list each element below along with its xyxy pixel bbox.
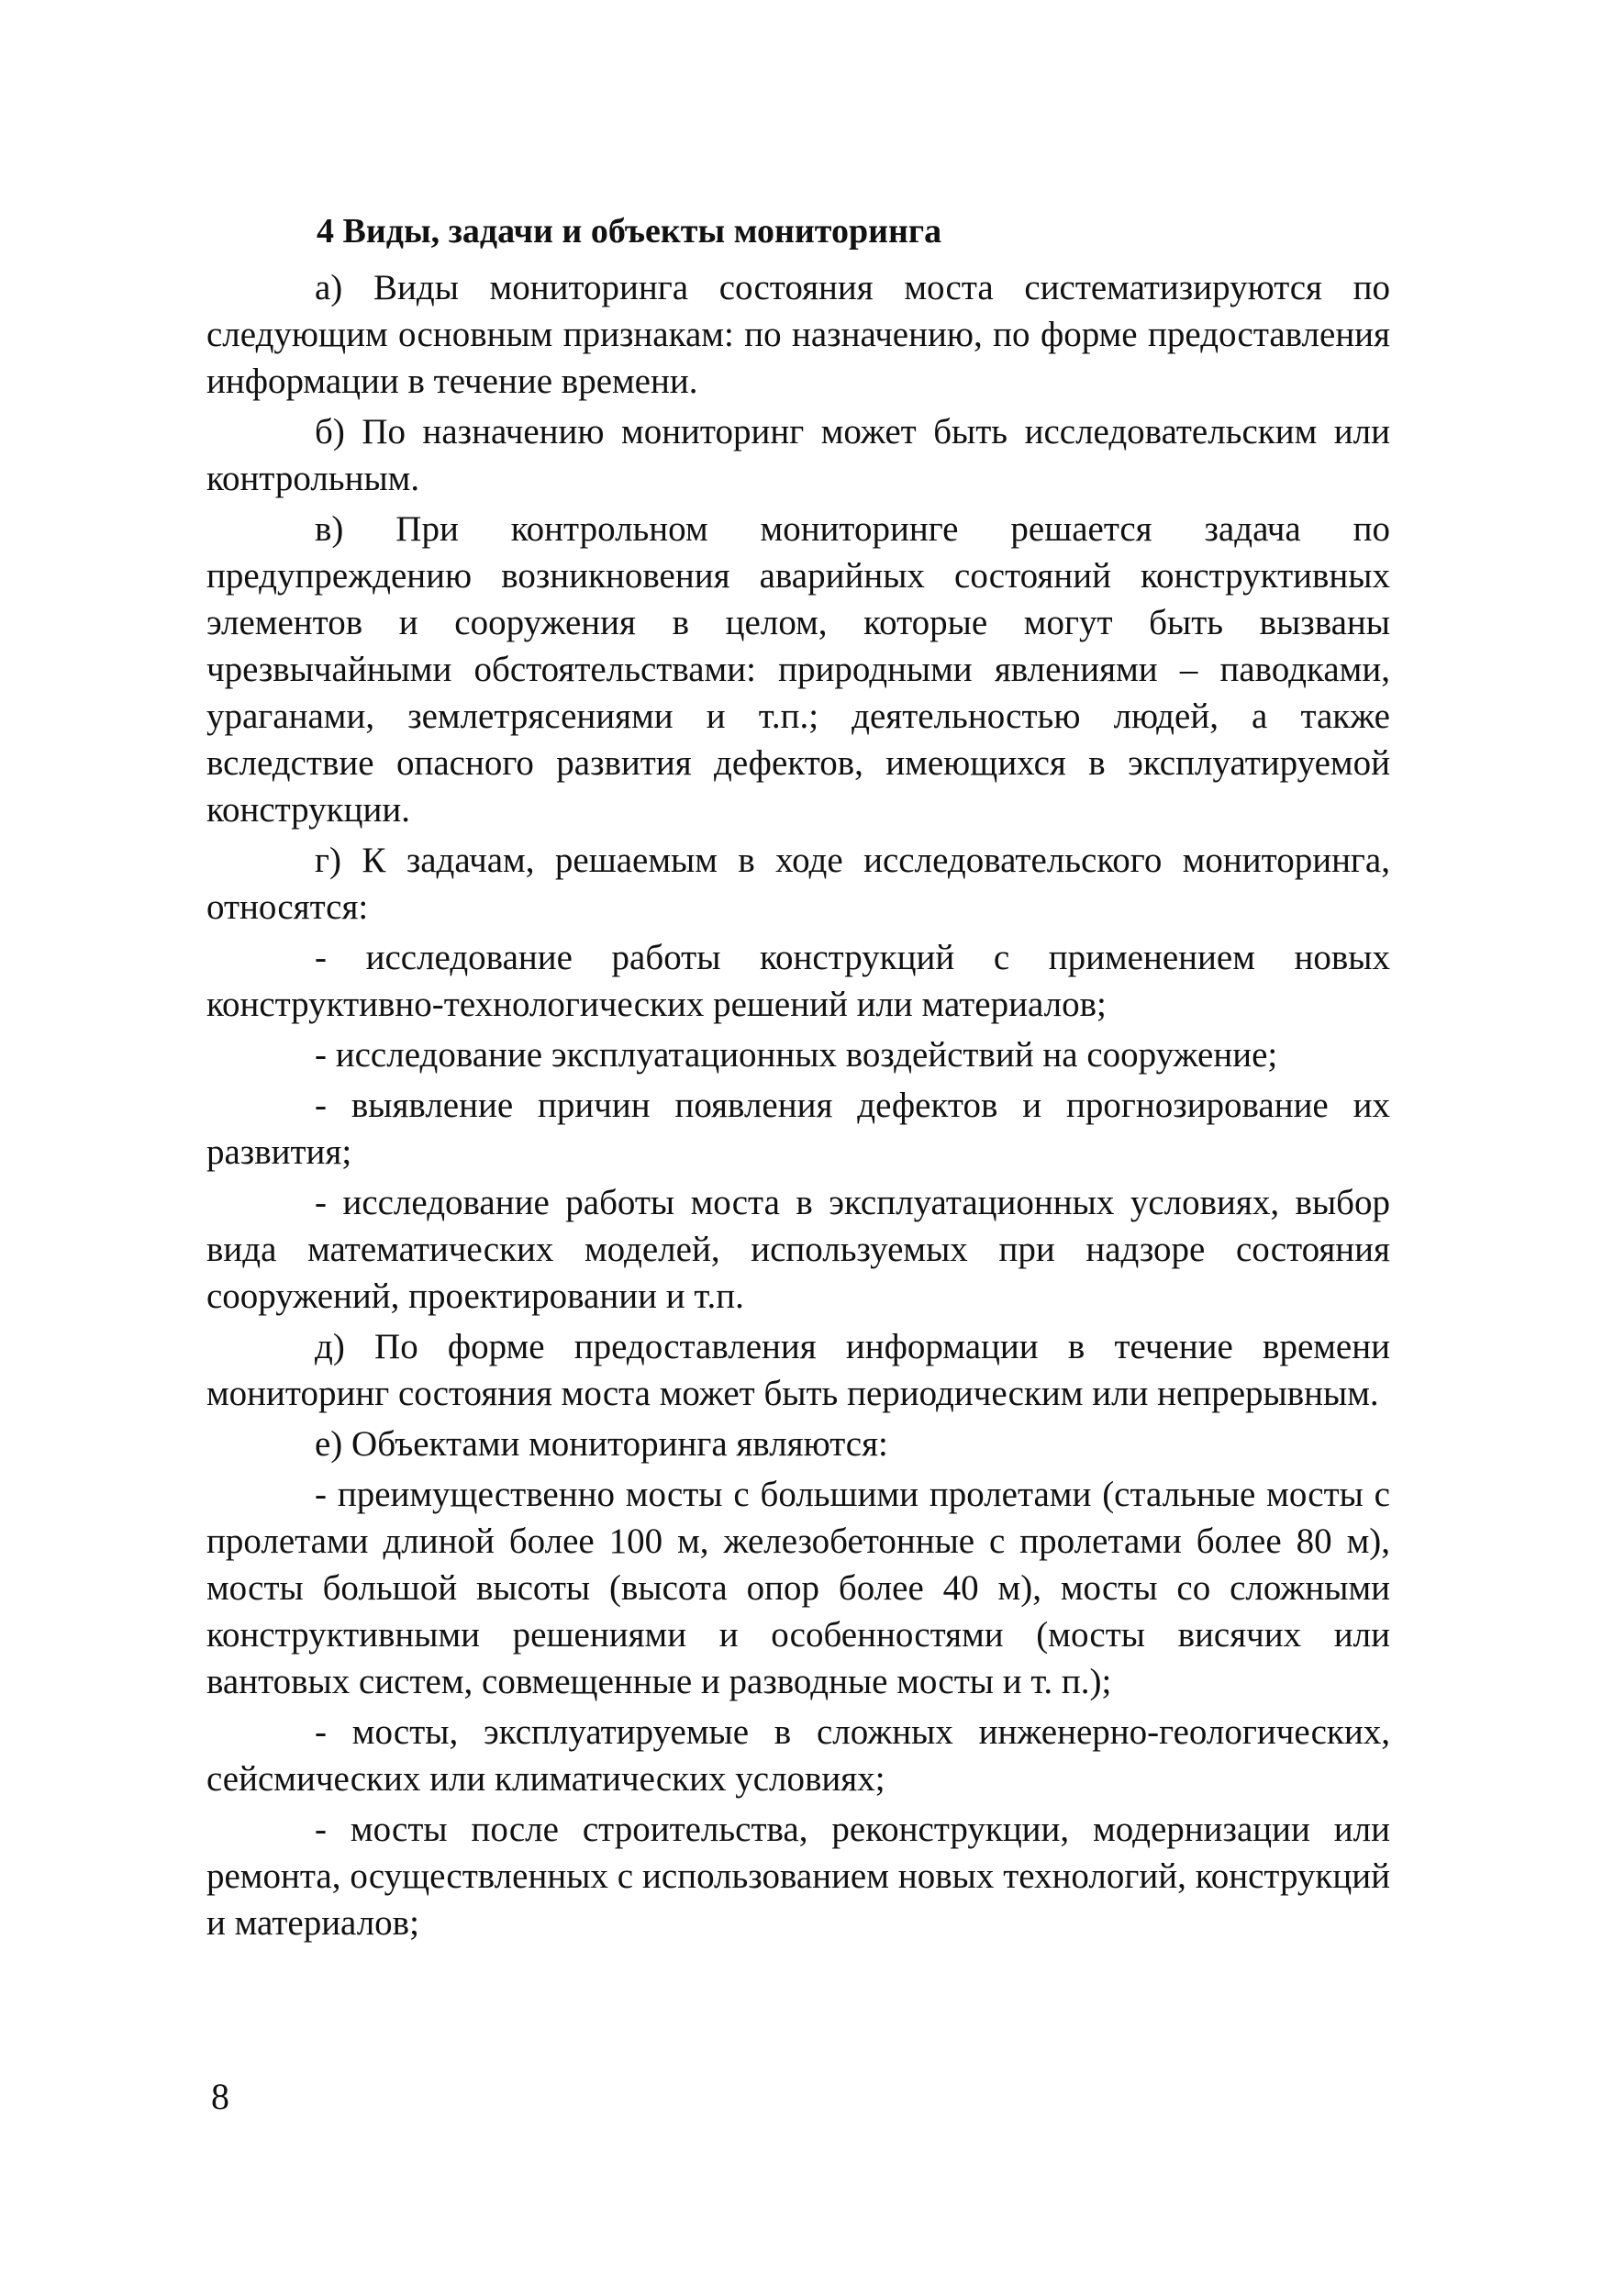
paragraph-d: д) По форме предоставления информации в течение времени мониторинг состояния моста может быть периодическим или непрерывным. bbox=[206, 1327, 1390, 1413]
list-item: - выявление причин появления дефектов и прогнозирование их развития; bbox=[206, 1086, 1390, 1172]
list-item: - преимущественно мосты с большими пролетами (стальные мосты с пролетами длиной более 100 м, железобетонные с пролетами более 80 м), мосты большой высоты (высота опор более 40 м), мосты со сложными конструктивными решениями и особенностями (мосты висячих или вантовых систем, совмещенные и разводные мосты и т. п.); bbox=[206, 1475, 1390, 1701]
list-item: - исследование эксплуатационных воздействий на сооружение; bbox=[315, 1035, 1278, 1075]
page-number: 8 bbox=[211, 2076, 229, 2117]
list-item: - мосты, эксплуатируемые в сложных инженерно-геологических, сейсмических или климатических условиях; bbox=[206, 1712, 1390, 1799]
paragraph-b: б) По назначению мониторинг может быть исследовательским или контрольным. bbox=[206, 412, 1390, 498]
paragraph-e: е) Объектами мониторинга являются: bbox=[315, 1424, 888, 1464]
section-heading: 4 Виды, задачи и объекты мониторинга bbox=[317, 212, 942, 251]
section-body bbox=[206, 264, 1390, 1950]
paragraph-v: в) При контрольном мониторинге решается задача по предупреждению возникновения аварийных состояний конструктивных элементов и сооружения в целом, которые могут быть вызваны чрезвычайными обстоятельствами: природными явлениями – паводками, ураганами, землетрясениями и т.п.; деятельностью людей, а также вследствие опасного развития дефектов, имеющихся в эксплуатируемой конструкции. bbox=[206, 509, 1390, 830]
paragraph-g: г) К задачам, решаемым в ходе исследовательского мониторинга, относятся: bbox=[206, 841, 1390, 927]
list-item: - мосты после строительства, реконструкции, модернизации или ремонта, осуществленных с использованием новых технологий, конструкций и материалов; bbox=[206, 1810, 1390, 1943]
list-item: - исследование работы конструкций с применением новых конструктивно-технологических решений или материалов; bbox=[206, 938, 1390, 1024]
list-item: - исследование работы моста в эксплуатационных условиях, выбор вида математических моделей, используемых при надзоре состояния сооружений, проектировании и т.п. bbox=[206, 1183, 1390, 1316]
paragraph-a: а) Виды мониторинга состояния моста систематизируются по следующим основным признакам: по назначению, по форме предоставления информации в течение времени. bbox=[206, 268, 1390, 401]
